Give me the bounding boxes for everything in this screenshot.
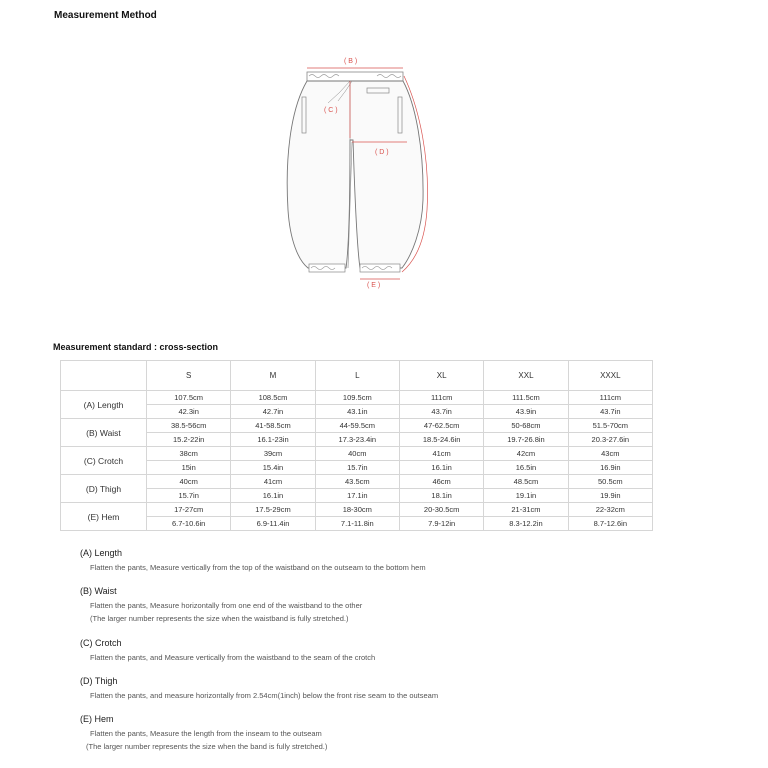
cell-cm: 17-27cm <box>147 503 231 517</box>
cell-cm: 43cm <box>568 447 652 461</box>
table-row <box>61 517 653 531</box>
cell-in: 15.4in <box>231 461 315 475</box>
description-heading: (B) Waist <box>80 586 117 596</box>
description-heading: (E) Hem <box>80 714 114 724</box>
cell-cm: 38.5-56cm <box>147 419 231 433</box>
cell-cm: 48.5cm <box>484 475 568 489</box>
cell-in: 42.3in <box>147 405 231 419</box>
cell-in: 42.7in <box>231 405 315 419</box>
description-note: (The larger number represents the size when the waistband is fully stretched.) <box>90 614 349 623</box>
cell-cm: 41cm <box>399 447 483 461</box>
cell-cm: 111cm <box>399 391 483 405</box>
cell-cm: 50-68cm <box>484 419 568 433</box>
cell-cm: 17.5-29cm <box>231 503 315 517</box>
cell-cm: 108.5cm <box>231 391 315 405</box>
row-label: (C) Crotch <box>61 447 147 475</box>
description-hem <box>80 714 327 753</box>
row-label: (B) Waist <box>61 419 147 447</box>
description-thigh <box>80 676 438 702</box>
table-row <box>61 447 653 461</box>
cell-in: 43.9in <box>484 405 568 419</box>
size-header: S <box>147 361 231 391</box>
description-crotch <box>80 638 375 664</box>
size-header: L <box>315 361 399 391</box>
size-header: XL <box>399 361 483 391</box>
row-label: (E) Hem <box>61 503 147 531</box>
cell-in: 16.1-23in <box>231 433 315 447</box>
standard-title: Measurement standard : cross-section <box>53 342 219 352</box>
size-header: XXXL <box>568 361 652 391</box>
size-header: XXL <box>484 361 568 391</box>
cell-cm: 21-31cm <box>484 503 568 517</box>
cell-cm: 47-62.5cm <box>399 419 483 433</box>
table-row <box>61 419 653 433</box>
cell-in: 16.1in <box>399 461 483 475</box>
row-label: (A) Length <box>61 391 147 419</box>
cell-cm: 22-32cm <box>568 503 652 517</box>
cell-in: 7.1-11.8in <box>315 517 399 531</box>
table-row <box>61 405 653 419</box>
cell-in: 6.9-11.4in <box>231 517 315 531</box>
cell-in: 17.1in <box>315 489 399 503</box>
pants-diagram <box>280 50 440 295</box>
label-e: ( E ) <box>367 282 381 289</box>
description-text: Flatten the pants, Measure the length from the inseam to the outseam <box>90 729 322 738</box>
size-header: M <box>231 361 315 391</box>
cell-in: 6.7-10.6in <box>147 517 231 531</box>
description-heading: (D) Thigh <box>80 676 118 686</box>
page-title: Measurement Method <box>54 10 157 21</box>
cell-cm: 18-30cm <box>315 503 399 517</box>
cell-cm: 41cm <box>231 475 315 489</box>
cell-in: 8.3-12.2in <box>484 517 568 531</box>
description-heading: (A) Length <box>80 548 123 558</box>
cell-in: 15.7in <box>315 461 399 475</box>
cell-cm: 38cm <box>147 447 231 461</box>
size-table <box>60 360 653 531</box>
cell-in: 17.3-23.4in <box>315 433 399 447</box>
header-blank <box>61 361 147 391</box>
cell-in: 43.1in <box>315 405 399 419</box>
table-row <box>61 489 653 503</box>
description-note: (The larger number represents the size when the band is fully stretched.) <box>86 742 328 751</box>
cell-in: 19.1in <box>484 489 568 503</box>
cell-cm: 107.5cm <box>147 391 231 405</box>
cell-in: 43.7in <box>399 405 483 419</box>
table-row <box>61 433 653 447</box>
cell-cm: 44-59.5cm <box>315 419 399 433</box>
cell-in: 15.7in <box>147 489 231 503</box>
row-label: (D) Thigh <box>61 475 147 503</box>
cell-cm: 51.5-70cm <box>568 419 652 433</box>
description-text: Flatten the pants, and measure horizontally from 2.54cm(1inch) below the front rise seam to the outseam <box>90 691 439 700</box>
cell-in: 7.9-12in <box>399 517 483 531</box>
cell-in: 18.1in <box>399 489 483 503</box>
size-header-row <box>61 361 653 391</box>
description-waist <box>80 586 362 625</box>
cell-in: 19.7-26.8in <box>484 433 568 447</box>
cell-in: 16.5in <box>484 461 568 475</box>
table-row <box>61 503 653 517</box>
cell-in: 16.1in <box>231 489 315 503</box>
table-row <box>61 461 653 475</box>
label-c: ( C ) <box>324 107 338 114</box>
cell-cm: 111.5cm <box>484 391 568 405</box>
table-row <box>61 475 653 489</box>
cell-in: 8.7-12.6in <box>568 517 652 531</box>
description-length <box>80 548 426 574</box>
cell-cm: 42cm <box>484 447 568 461</box>
cell-cm: 41-58.5cm <box>231 419 315 433</box>
cell-in: 16.9in <box>568 461 652 475</box>
cell-cm: 39cm <box>231 447 315 461</box>
cell-in: 20.3-27.6in <box>568 433 652 447</box>
cell-cm: 20-30.5cm <box>399 503 483 517</box>
cell-in: 18.5-24.6in <box>399 433 483 447</box>
cell-in: 15.2-22in <box>147 433 231 447</box>
cell-in: 15in <box>147 461 231 475</box>
description-text: Flatten the pants, and Measure vertically from the waistband to the seam of the crotch <box>90 653 376 662</box>
description-text: Flatten the pants, Measure horizontally from one end of the waistband to the other <box>90 601 363 610</box>
cell-cm: 111cm <box>568 391 652 405</box>
description-heading: (C) Crotch <box>80 638 122 648</box>
label-b: ( B ) <box>344 58 358 65</box>
cell-cm: 43.5cm <box>315 475 399 489</box>
cell-cm: 109.5cm <box>315 391 399 405</box>
cell-cm: 40cm <box>147 475 231 489</box>
cell-in: 19.9in <box>568 489 652 503</box>
cell-cm: 50.5cm <box>568 475 652 489</box>
description-text: Flatten the pants, Measure vertically from the top of the waistband on the outseam to the bottom hem <box>90 563 426 572</box>
cell-cm: 40cm <box>315 447 399 461</box>
cell-cm: 46cm <box>399 475 483 489</box>
label-d: ( D ) <box>375 149 389 156</box>
cell-in: 43.7in <box>568 405 652 419</box>
table-row <box>61 391 653 405</box>
